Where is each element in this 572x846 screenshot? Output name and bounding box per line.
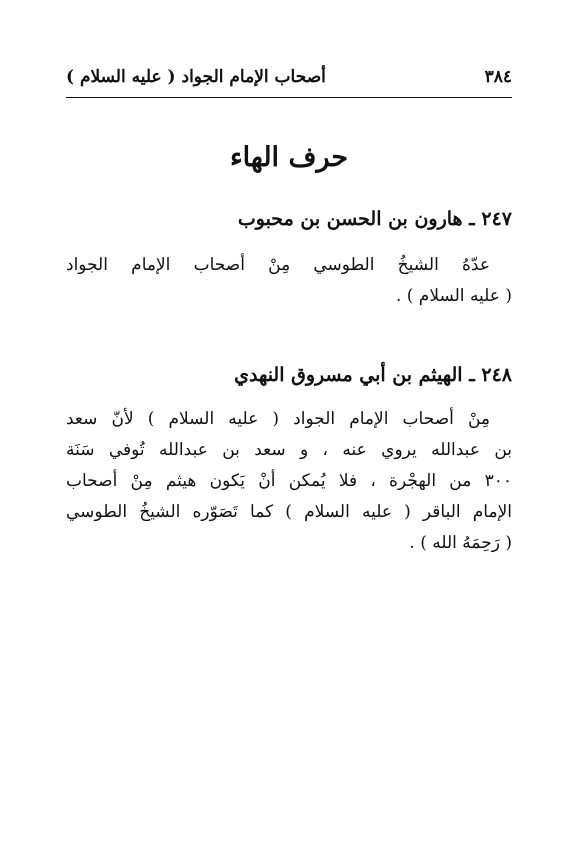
- entry-body: [66, 250, 512, 312]
- entry-body: [66, 404, 512, 559]
- entry-line: ( عليه السلام ) .: [395, 286, 512, 306]
- entry-line: ( رَحِمَهُ الله ) .: [409, 533, 512, 553]
- section-title: حرف الهاء: [229, 142, 349, 173]
- entry-heading: ٢٤٧ ـ هارون بن الحسن بن محبوب: [237, 208, 512, 230]
- entry-line: ٣٠٠ من الهجْرة ، فلا يُمكن أنْ يَكون هيثم مِنْ أصحاب: [66, 471, 512, 491]
- page-header: [66, 60, 512, 94]
- entry-line: بن عبدالله يروي عنه ، و سعد بن عبدالله تُوفي سَنَة: [66, 440, 512, 460]
- header-rule: [66, 97, 512, 98]
- entry-line: عدّهُ الشيخُ الطوسي مِنْ أصحاب الإمام الجواد: [66, 255, 490, 275]
- page-number: ٣٨٤: [484, 67, 512, 87]
- entry-line: مِنْ أصحاب الإمام الجواد ( عليه السلام ) لأنّ سعد: [66, 409, 490, 429]
- running-title: أصحاب الإمام الجواد ( عليه السلام ): [66, 67, 326, 87]
- entry-line: الإمام الباقر ( عليه السلام ) كما تَصَوّره الشيخُ الطوسي: [66, 502, 512, 522]
- entry-heading: ٢٤٨ ـ الهيثم بن أبي مسروق النهدي: [234, 364, 512, 386]
